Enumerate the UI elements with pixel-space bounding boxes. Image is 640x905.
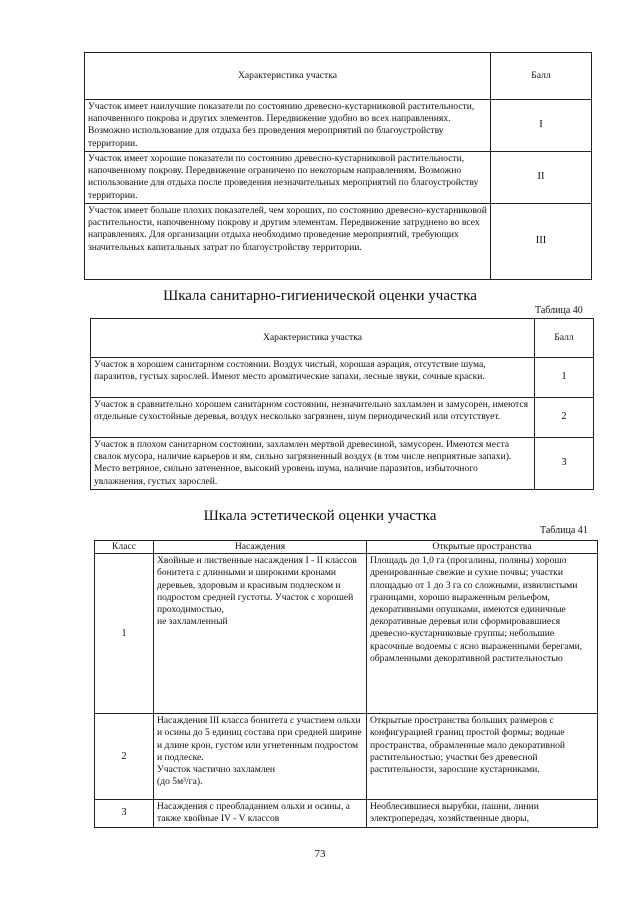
table-row — [85, 100, 592, 152]
table-recreation-suitability — [84, 52, 592, 280]
row-class: 2 — [95, 714, 154, 800]
row-score: 1 — [535, 358, 594, 398]
row-open-spaces: Необлесившиеся вырубки, пашни, линии электропередач, хозяйственные дворы, — [367, 800, 598, 827]
aesthetic-table-number: Таблица 41 — [540, 525, 588, 536]
row-plants: Насаждения с преобладанием ольхи и осины, а также хвойные IV - V классов — [154, 800, 367, 827]
table-sanitary — [90, 318, 594, 490]
row-score: I — [491, 100, 592, 152]
header-characteristic: Характеристика участка — [85, 53, 491, 100]
table-row — [95, 714, 598, 800]
row-score: 2 — [535, 398, 594, 438]
table-row — [85, 204, 592, 280]
header-plants: Насаждения — [154, 541, 367, 554]
header-class: Класс — [95, 541, 154, 554]
header-characteristic: Характеристика участка — [91, 319, 535, 358]
row-open-spaces: Площадь до 1,0 га (прогалины, поляны) хорошо дренированные свежие и сухие почвы; участки площадью от 1 до 3 га со сложными, извилистыми границами, хорошо выраженным рельефом, декоративными опушками, имеются единичные декоративные деревья или сформировавшиеся древесно-кустарниковые группы; небольшие красочные водоемы с ясно выраженными берегами, обрамленными декоративной растительностью — [367, 554, 598, 714]
header-score: Балл — [491, 53, 592, 100]
row-plants: Насаждения III класса бонитета с участием ольхи и осины до 5 единиц состава при средней ширине и длине крон, густом или угнетенным подростом и подлеске. Участок частично захламлен (до 5м³/га). — [154, 714, 367, 800]
row-open-spaces: Открытые пространства больших размеров с конфигурацией границ простой формы; водные пространства, обрамленные мало декоративной растительностью; участки без древесной растительности, заросшие кустарниками. — [367, 714, 598, 800]
row-class: 3 — [95, 800, 154, 827]
aesthetic-title: Шкала эстетической оценки участка — [203, 508, 437, 524]
table-row — [91, 398, 594, 438]
table-row — [95, 554, 598, 714]
table-row — [91, 358, 594, 398]
row-score: III — [491, 204, 592, 280]
table-row — [85, 152, 592, 204]
sanitary-table-number: Таблица 40 — [535, 305, 583, 316]
sanitary-title: Шкала санитарно-гигиенической оценки участка — [163, 288, 477, 304]
row-text: Участок имеет наилучшие показатели по состоянию древесно-кустарниковой растительности, напочвенного покрова и других элементов. Передвижение удобно во всех направлениях. Возможно использование для отдыха без проведения мероприятий по благоустройству территории. — [85, 100, 491, 152]
table-row — [95, 800, 598, 827]
header-open-spaces: Открытые пространства — [367, 541, 598, 554]
row-text: Участок в хорошем санитарном состоянии. Воздух чистый, хорошая аэрация, отсутствие шума, паразитов, густых зарослей. Имеют место ароматические запахи, лесные звуки, сочные краски. — [91, 358, 535, 398]
row-score: II — [491, 152, 592, 204]
row-text: Участок в сравнительно хорошем санитарном состоянии, незначительно захламлен и замусорен, имеются отдельные сухостойные деревья, воздух несколько загрязнен, шум периодический или отсутствует. — [91, 398, 535, 438]
row-plants: Хвойные и лиственные насаждения I - II классов бонитета с длинными и широкими кронами деревьев, здоровым и красивым подлеском и подростом средней густоты. Участок с хорошей проходимостью, не захламленный — [154, 554, 367, 714]
row-text: Участок имеет хорошие показатели по состоянию древесно-кустарниковой растительности, напочвенному покрову. Передвижение ограничено по некоторым направлениям. Возможно использование для отдыха после проведения незначительных мероприятий по благоустройству территории. — [85, 152, 491, 204]
row-class: 1 — [95, 554, 154, 714]
table-aesthetic — [94, 540, 598, 828]
row-text: Участок в плохом санитарном состоянии, захламлен мертвой древесиной, замусорен. Имеются места свалок мусора, наличие карьеров и ям, сильно загрязненный воздух (в том числе неприятные запахи). Место ветряное, сильно затененное, высокий уровень шума, наличие паразитов, избыточного увлажнения, густых зарослей. — [91, 438, 535, 490]
table-row — [91, 438, 594, 490]
page-number: 73 — [314, 848, 326, 860]
row-score: 3 — [535, 438, 594, 490]
row-text: Участок имеет больше плохих показателей, чем хороших, по состоянию древесно-кустарниковой растительности, напочвенному покрову и другим элементам. Передвижение затруднено во всех направлениях. Для организации отдыха необходимо проведение мероприятий, требующих значительных капитальных затрат по благоустройству территории. — [85, 204, 491, 280]
header-score: Балл — [535, 319, 594, 358]
